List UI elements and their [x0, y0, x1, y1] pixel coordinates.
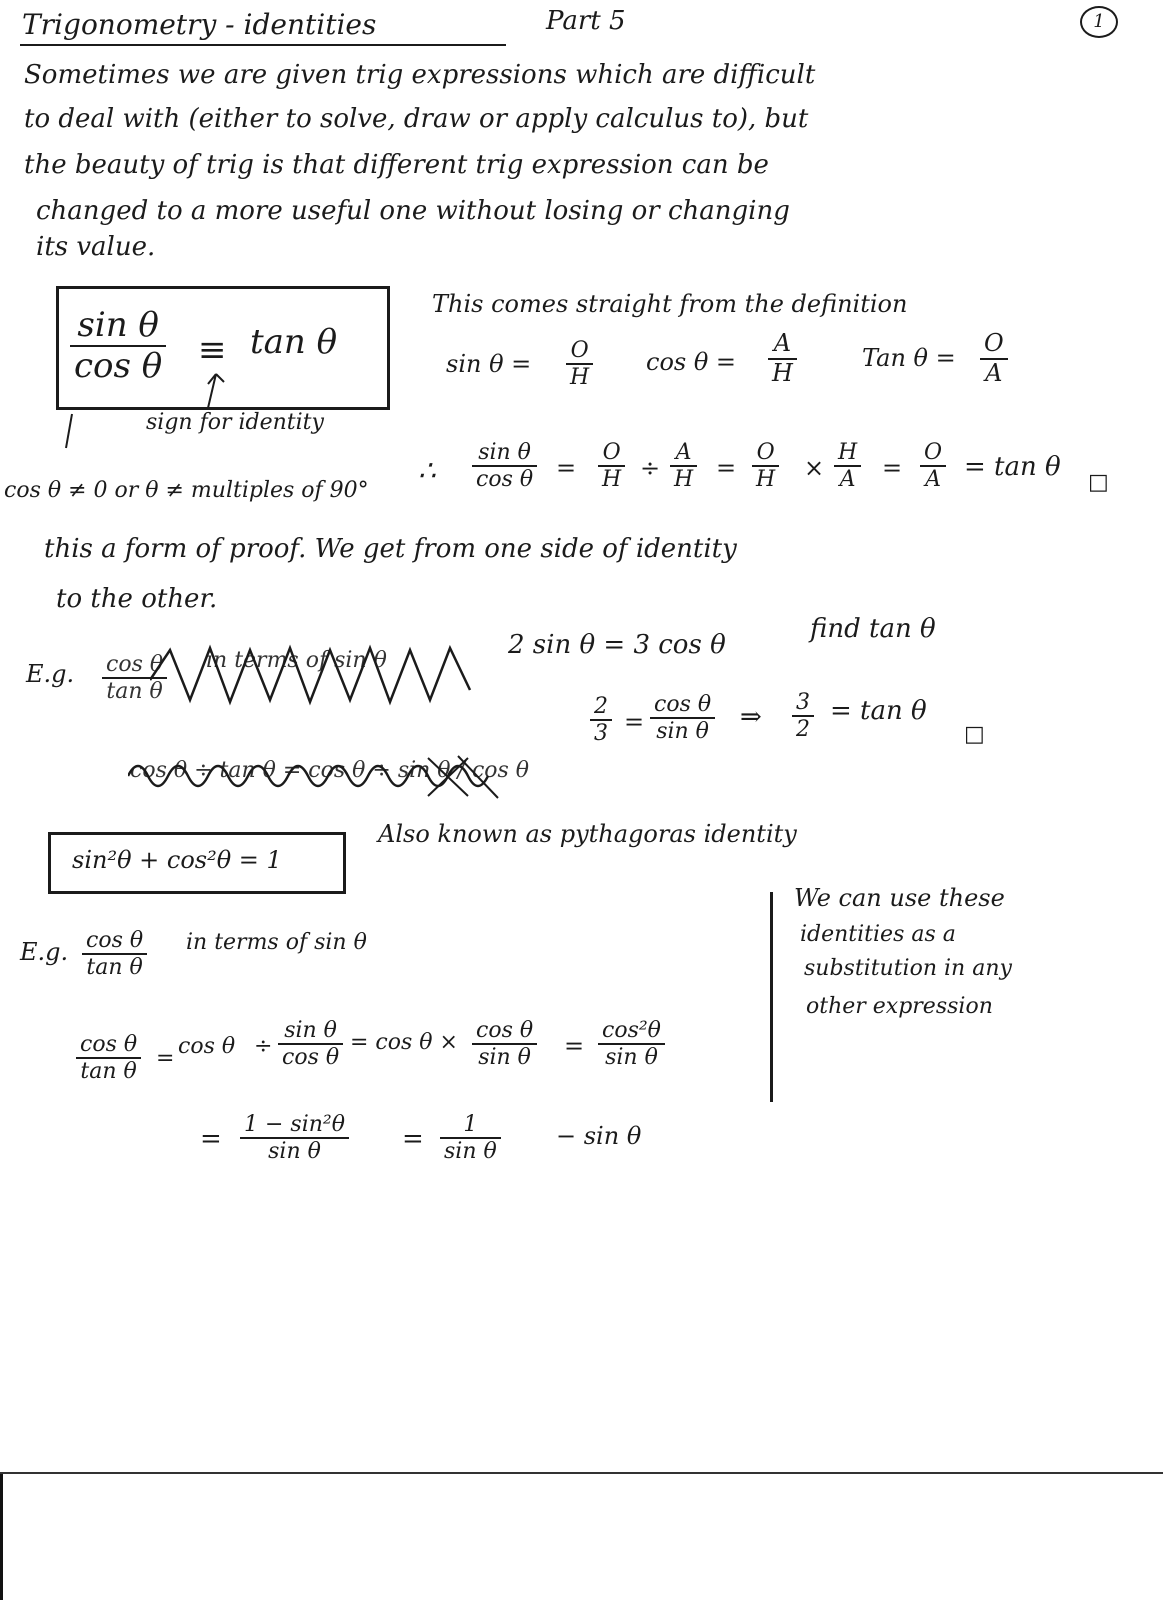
step-l-num: 2 — [590, 694, 612, 721]
example2-work-lhs — [76, 1032, 141, 1085]
proof-times: × — [804, 454, 825, 482]
w-l-den: tan θ — [80, 1059, 137, 1085]
side-note-line-3: substitution in any — [804, 956, 1012, 981]
proof-div: ÷ — [640, 454, 661, 482]
w-l-num: cos θ — [76, 1032, 141, 1059]
example2-label: E.g. — [20, 938, 69, 966]
proof-frac-d — [834, 440, 861, 493]
def-sin-num: O — [566, 338, 593, 365]
f-b-den: sin θ — [444, 1139, 497, 1165]
proof-c-den: H — [756, 467, 776, 493]
w-a-num: sin θ — [278, 1018, 343, 1045]
example1-qed: □ — [964, 722, 985, 747]
proof-a-num: O — [598, 440, 625, 467]
def-cos-den: H — [772, 358, 793, 387]
proof-b-num: A — [670, 440, 697, 467]
side-note-line-2: identities as a — [800, 922, 956, 947]
page-number: 1 — [1080, 6, 1118, 38]
proof-qed: □ — [1088, 470, 1109, 495]
step-r-num: 3 — [792, 690, 814, 717]
crossed-num: cos θ — [102, 652, 167, 679]
proof-eq-1: = — [556, 454, 577, 482]
condition-note: cos θ ≠ 0 or θ ≠ multiples of 90° — [4, 478, 369, 503]
example2-final-b — [440, 1112, 501, 1165]
def-tan-fraction — [980, 330, 1008, 387]
pythagoras-note: Also known as pythagoras identity — [378, 820, 797, 848]
proof-a-den: H — [602, 467, 622, 493]
f-b-num: 1 — [440, 1112, 501, 1139]
therefore-symbol: ∴ — [418, 454, 436, 487]
proof-c-num: O — [752, 440, 779, 467]
lhs-numerator: sin θ — [70, 306, 166, 347]
f-a-den: sin θ — [268, 1139, 321, 1165]
identity-symbol: ≡ — [198, 330, 227, 370]
w-b-num: cos θ — [472, 1018, 537, 1045]
w-a-den: cos θ — [282, 1045, 340, 1071]
side-note-line-4: other expression — [806, 994, 993, 1019]
example2-question-text: in terms of sin θ — [186, 930, 367, 955]
example1-crossed-text: in terms of sin θ — [206, 648, 387, 673]
page-title: Trigonometry - identities — [22, 8, 377, 41]
proof-d-den: A — [839, 467, 856, 493]
lhs-denominator: cos θ — [74, 346, 163, 387]
f-eq-1: = — [200, 1124, 222, 1154]
intro-line-4: changed to a more useful one without losing or changing — [36, 196, 790, 226]
def-tan-label: Tan θ = — [862, 344, 956, 372]
part-label: Part 5 — [546, 6, 626, 36]
intro-line-1: Sometimes we are given trig expressions which are difficult — [24, 60, 816, 90]
identity-tan-lhs — [70, 306, 166, 386]
w-cos: cos θ — [178, 1034, 236, 1059]
proof-b-den: H — [674, 467, 694, 493]
side-note-line-1: We can use these — [794, 884, 1005, 912]
def-tan-num: O — [980, 330, 1008, 360]
step-eq: = — [624, 708, 645, 736]
def-cos-label: cos θ = — [646, 348, 737, 376]
example1-result: = tan θ — [830, 696, 927, 726]
def-cos-fraction — [768, 330, 797, 387]
proof-eq-2: = — [716, 454, 737, 482]
def-sin-den: H — [570, 365, 590, 391]
proof-frac-e — [920, 440, 946, 493]
scribble-crossout-1 — [150, 640, 480, 710]
implies-arrow: ⇒ — [740, 702, 762, 732]
q-den: tan θ — [86, 955, 143, 981]
proof-lhs-den: cos θ — [476, 467, 534, 493]
example2-work-b — [472, 1018, 537, 1071]
example1-step-left — [590, 694, 612, 747]
title-underline — [20, 44, 506, 46]
example1-given: 2 sin θ = 3 cos θ — [508, 630, 726, 660]
w-c-num: cos²θ — [598, 1018, 665, 1045]
def-cos-num: A — [768, 330, 797, 360]
sign-note: sign for identity — [146, 410, 324, 435]
intro-line-3: the beauty of trig is that different trig expression can be — [24, 150, 769, 180]
intro-line-5: its value. — [36, 232, 156, 262]
page-bottom-edge — [0, 1472, 1163, 1474]
example1-crossed-line-2: cos θ ÷ tan θ = cos θ ÷ sin θ / cos θ — [130, 758, 530, 783]
proof-lhs-num: sin θ — [472, 440, 537, 467]
example1-step-right — [792, 690, 814, 743]
identity-tan-rhs: tan θ — [250, 322, 338, 362]
f-a-num: 1 − sin²θ — [240, 1112, 349, 1139]
w-div: ÷ — [254, 1034, 273, 1059]
w-b-den: sin θ — [478, 1045, 531, 1071]
def-tan-den: A — [985, 358, 1003, 387]
proof-note-line-1: this a form of proof. We get from one side of identity — [44, 534, 737, 564]
step-m-num: cos θ — [650, 692, 715, 719]
w-eq-2: = cos θ × — [350, 1030, 458, 1055]
proof-eq-3: = — [882, 454, 903, 482]
def-sin-fraction — [566, 338, 593, 391]
step-l-den: 3 — [594, 721, 608, 747]
crossed-den: tan θ — [106, 679, 163, 705]
scan-left-edge — [0, 1474, 3, 1600]
example2-question-fraction — [82, 928, 147, 981]
example2-final-tail: − sin θ — [556, 1122, 642, 1150]
proof-frac-c — [752, 440, 779, 493]
proof-lhs — [472, 440, 537, 493]
intro-line-2: to deal with (either to solve, draw or apply calculus to), but — [24, 104, 809, 134]
w-c-den: sin θ — [605, 1045, 658, 1071]
proof-frac-b — [670, 440, 697, 493]
example1-label: E.g. — [26, 660, 75, 688]
proof-e-den: A — [925, 467, 941, 493]
proof-note-line-2: to the other. — [56, 584, 218, 614]
pythagoras-formula: sin²θ + cos²θ = 1 — [72, 846, 282, 874]
example2-work-c — [598, 1018, 665, 1071]
q-num: cos θ — [82, 928, 147, 955]
w-eq-1: = — [156, 1046, 175, 1071]
scribble-crossout-2 — [128, 752, 508, 802]
arrow-up-icon — [200, 370, 230, 410]
proof-result: = tan θ — [964, 452, 1061, 482]
def-sin-label: sin θ = — [446, 350, 532, 378]
w-eq-3: = — [564, 1032, 585, 1060]
f-eq-2: = — [402, 1124, 424, 1154]
example1-find: find tan θ — [810, 614, 936, 644]
proof-e-num: O — [920, 440, 946, 467]
proof-frac-a — [598, 440, 625, 493]
example2-work-a — [278, 1018, 343, 1071]
definition-intro: This comes straight from the definition — [432, 290, 908, 318]
example1-step-middle — [650, 692, 715, 745]
step-r-den: 2 — [796, 717, 810, 743]
step-m-den: sin θ — [656, 719, 709, 745]
tick-mark-icon — [60, 412, 80, 452]
side-note-divider — [770, 892, 773, 1102]
example2-final-a — [240, 1112, 349, 1165]
proof-d-num: H — [834, 440, 861, 467]
